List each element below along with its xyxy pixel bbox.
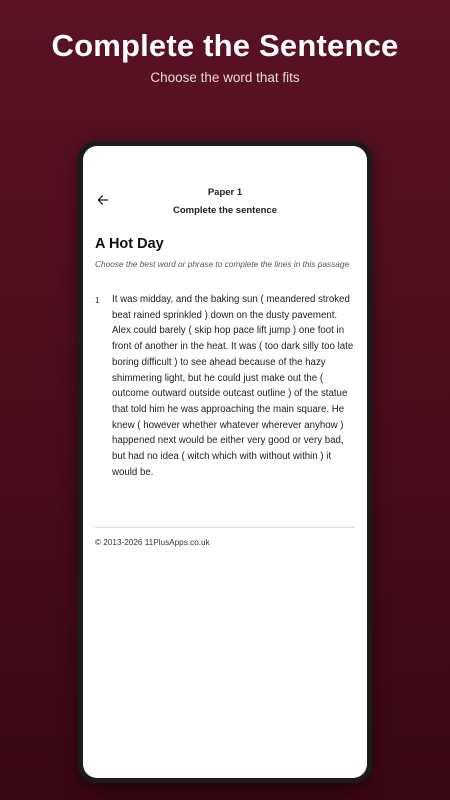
promo-title: Complete the Sentence <box>51 28 399 63</box>
footer-divider <box>95 527 355 528</box>
passage-title: A Hot Day <box>95 236 164 252</box>
passage-instructions: Choose the best word or phrase to complete the lines in this passage <box>95 259 350 269</box>
app-bar <box>83 184 367 220</box>
promo-subtitle: Choose the word that fits <box>150 70 300 85</box>
exercise-subtitle: Complete the sentence <box>173 205 277 216</box>
passage-text: It was midday, and the baking sun ( meandered stroked beat rained sprinkled ) down on the dusty pavement. Alex could barely ( skip hop pace lift jump ) one foot in front of another in the heat. It was ( too dark silly too late boring difficult ) to see ahead because of the hazy shimmering light, but he could just make out the ( outcome outward outside outcast outline ) of the statue that told him he was approaching the main square. He knew ( however whether whatever wherever anyhow ) happened next would be either very good or very bad, but had no idea ( witch which with without within ) it would be. <box>112 294 354 478</box>
question-number: 1 <box>95 295 100 305</box>
paper-title: Paper 1 <box>207 187 243 198</box>
copyright-text: © 2013-2026 11PlusApps.co.uk <box>95 538 210 547</box>
phone-frame <box>78 141 372 783</box>
app-screen <box>83 146 367 778</box>
